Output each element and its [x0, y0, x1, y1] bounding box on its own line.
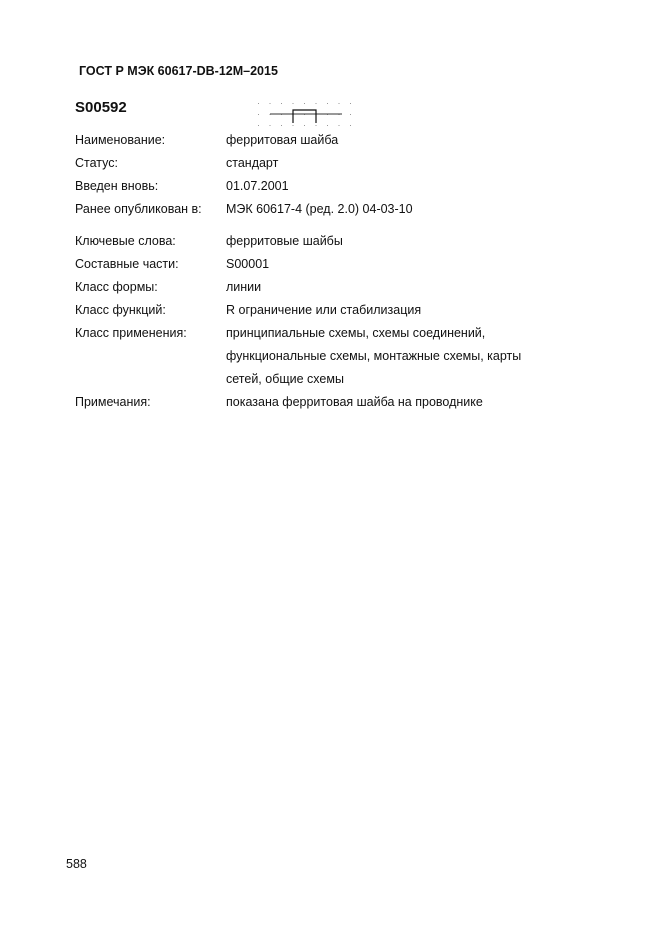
field-value [226, 175, 289, 198]
field-value [226, 152, 278, 175]
field-value-line: показана ферритовая шайба на проводнике [226, 395, 483, 409]
field-value-line: R ограничение или стабилизация [226, 303, 422, 317]
field-label: Класс применения: [75, 326, 187, 340]
field-value [226, 129, 338, 152]
field-label: Ключевые слова: [75, 234, 176, 248]
field-value [226, 276, 261, 299]
field-label: Наименование: [75, 133, 166, 147]
field-label: Ранее опубликован в: [75, 202, 202, 216]
field-label: Введен вновь: [75, 179, 159, 193]
field-value [226, 391, 483, 414]
field-value [226, 198, 413, 221]
field-label: Примечания: [75, 395, 151, 409]
ferrite-bead-symbol-icon [252, 100, 358, 130]
field-value-line: принципиальные схемы, схемы соединений, [226, 326, 486, 340]
field-value-line: ферритовая шайба [226, 133, 339, 147]
field-label: Класс формы: [75, 280, 158, 294]
field-value-line: стандарт [226, 156, 279, 170]
field-value-line: линии [226, 280, 262, 294]
field-label: Класс функций: [75, 303, 166, 317]
field-value-line: МЭК 60617-4 (ред. 2.0) 04-03-10 [226, 202, 413, 216]
symbol-code: S00592 [75, 99, 127, 116]
document-header: ГОСТ Р МЭК 60617-DB-12M–2015 [79, 64, 278, 78]
field-value [226, 230, 343, 253]
field-value-line: ферритовые шайбы [226, 234, 343, 248]
field-label: Статус: [75, 156, 118, 170]
field-value-line: 01.07.2001 [226, 179, 289, 193]
field-value-line: S00001 [226, 257, 270, 271]
field-label: Составные части: [75, 257, 179, 271]
page-number: 588 [66, 857, 87, 871]
field-value-line: функциональные схемы, монтажные схемы, карты [226, 349, 522, 363]
field-value [226, 299, 421, 322]
field-value-line: сетей, общие схемы [226, 372, 344, 386]
field-value [226, 253, 269, 276]
field-value [226, 322, 521, 391]
